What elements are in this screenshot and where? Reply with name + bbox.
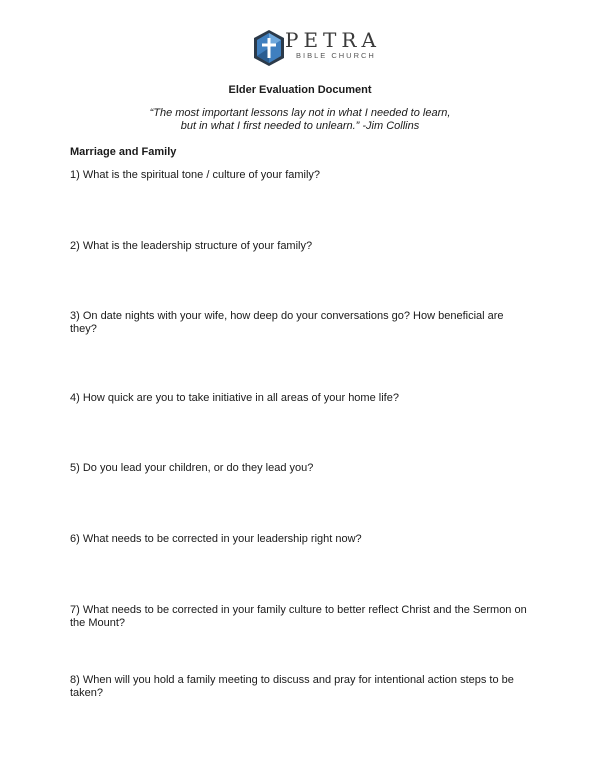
quote-line-2: but in what I first needed to unlearn.” -Jim Collins [180,120,420,132]
quote-line-1: “The most important lessons lay not in what I needed to learn, [149,107,451,119]
question-5: 5) Do you lead your children, or do they lead you? [70,462,314,474]
question-1: 1) What is the spiritual tone / culture of your family? [70,169,321,181]
church-logo [254,28,381,70]
question-7: 7) What needs to be corrected in your family culture to better reflect Christ and the Sermon on the Mount? [70,604,527,629]
question-4: 4) How quick are you to take initiative in all areas of your home life? [70,392,399,404]
document-title: Elder Evaluation Document [228,84,372,96]
logo-subtitle: BIBLE CHURCH [296,51,376,60]
question-8: 8) When will you hold a family meeting to discuss and pray for intentional action steps to be taken? [70,674,514,699]
cross-shield-icon [254,30,284,66]
logo-wordmark: PETRA [285,28,381,52]
question-3: 3) On date nights with your wife, how deep do your conversations go? How beneficial are they? [70,310,504,335]
section-heading: Marriage and Family [70,146,177,158]
question-6: 6) What needs to be corrected in your leadership right now? [70,533,362,545]
question-2: 2) What is the leadership structure of your family? [70,240,313,252]
epigraph-quote [0,107,600,133]
